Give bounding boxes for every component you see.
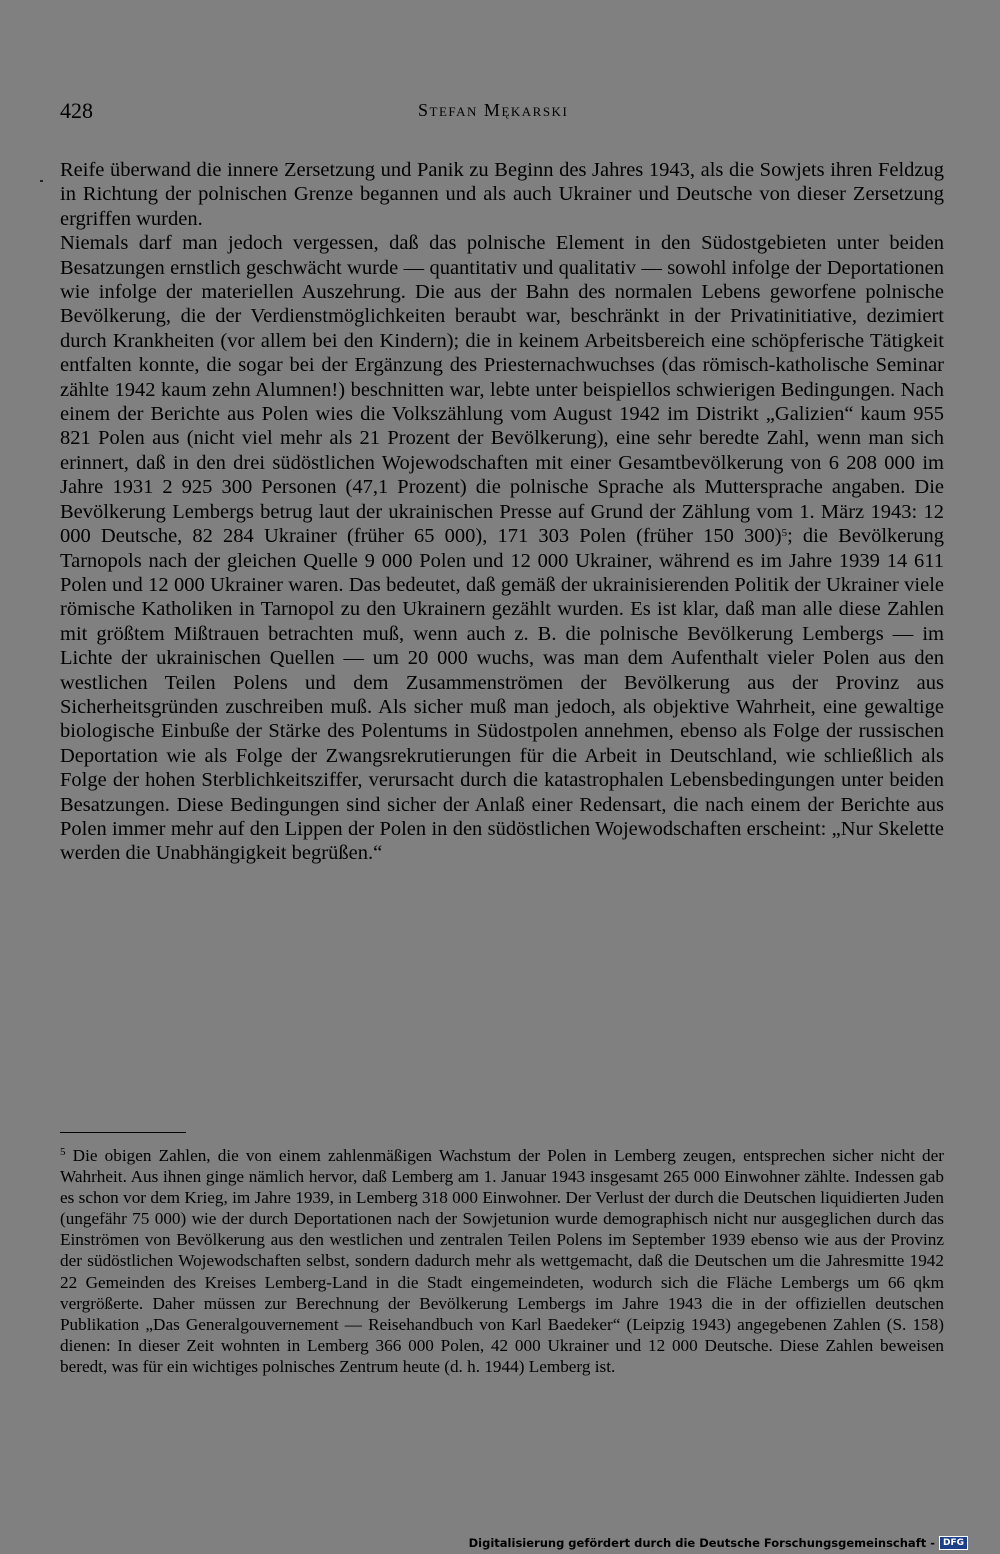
footnote-divider	[60, 1132, 186, 1133]
paragraph-text: ; die Bevölkerung Tarnopols nach der gleichen Quelle 9 000 Polen und 12 000 Ukrainer, während es im Jahre 1939 14 611 Polen und 12 000 Ukrainer waren. Das bedeutet, daß gemäß der ukrainisierenden Politik der Ukrainer viele römische Katholiken in Tarnopol zu den Ukrainern gezählt wurden. Es ist klar, daß man alle diese Zahlen mit größtem Mißtrauen betrachten muß, wenn auch z. B. die polnische Bevölkerung Lembergs — im Lichte der ukrainischen Quellen — um 20 000 wuchs, was man dem Aufenthalt vieler Polen aus den westlichen Teilen Polens und dem Zusammenströmen der Bevölkerung aus der Provinz aus Sicherheitsgründen zuschreiben muß. Als sicher muß man jedoch, als objektive Wahrheit, eine gewaltige biologische Einbuße der Stärke des Polentums in Südostpolen annehmen, ebenso als Folge der russischen Deportation wie als Folge der Zwangsrekrutierungen für die Arbeit in Deutschland, wie schließlich als Folge der hohen Sterblichkeitsziffer, verursacht durch die katastrophalen Lebensbedingungen unter beiden Besatzungen. Diese Bedingungen sind sicher der Anlaß einer Redensart, die nach einem der Berichte aus Polen immer mehr auf den Lippen der Polen in den südöstlichen Wojewodschaften erscheint: „Nur Skelette werden die Unabhängigkeit begrüßen.“	[60, 525, 944, 865]
footnote	[60, 1145, 944, 1377]
paragraph-text: Niemals darf man jedoch vergessen, daß das polnische Element in den Südostgebieten unter beiden Besatzungen ernstlich geschwächt wurde — quantitativ und qualitativ — sowohl infolge der Deportationen wie infolge der materiellen Auszehrung. Die aus der Bahn des normalen Lebens geworfene polnische Bevölkerung, die der Verdienstmöglichkeiten beraubt war, beschränkt in der Privatinitiative, dezimiert durch Krankheiten (vor allem bei den Kindern); die in keinem Arbeitsbereich eine schöpferische Tätigkeit entfalten konnte, die sogar bei der Ergänzung des Priesternachwuchses (das römisch-katholische Seminar zählte 1942 kaum zehn Alumnen!) beschnitten war, lebte unter beispiellos schwierigen Bedingungen. Nach einem der Berichte aus Polen wies die Volkszählung vom August 1942 im Distrikt „Galizien“ kaum 955 821 Polen aus (nicht viel mehr als 21 Prozent der Bevölkerung), eine sehr beredte Zahl, wenn man sich erinnert, daß in den drei südöstlichen Wojewodschaften mit einer Gesamtbevölkerung von 6 208 000 im Jahre 1931 2 925 300 Personen (47,1 Prozent) die polnische Sprache als Muttersprache angaben. Die Bevölkerung Lembergs betrug laut der ukrainischen Presse auf Grund der Zählung vom 1. März 1943: 12 000 Deutsche, 82 284 Ukrainer (früher 65 000), 171 303 Polen (früher 150 300)	[60, 232, 944, 548]
footnote-text: Die obigen Zahlen, die von einem zahlenmäßigen Wachstum der Polen in Lemberg zeugen, entsprechen sicher nicht der Wahrheit. Aus ihnen ginge nämlich hervor, daß Lemberg am 1. Januar 1943 insgesamt 265 000 Einwohner zählte. Indessen gab es schon vor dem Krieg, im Jahre 1939, in Lemberg 318 000 Einwohner. Der Verlust der durch die Deutschen liquidierten Juden (ungefähr 75 000) wie der durch Deportationen nach der Sowjetunion wurde demographisch nicht nur ausgeglichen durch das Einströmen von Bevölkerung aus den westlichen und zentralen Teilen Polens im September 1939 ebenso wie aus der Provinz der südöstlichen Wojewodschaften selbst, sondern dadurch mehr als wettgemacht, daß die Deutschen um die Jahresmitte 1942 22 Gemeinden des Kreises Lemberg-Land in die Stadt eingemeindeten, wodurch sich die Fläche Lembergs um 66 qkm vergrößerte. Daher müssen zur Berechnung der Bevölkerung Lembergs im Jahre 1943 die in der offiziellen deutschen Publikation „Das Generalgouvernement — Reisehandbuch von Karl Baedeker“ (Leipzig 1943) angegebenen Zahlen (S. 158) dienen: In dieser Zeit wohnten in Lemberg 366 000 Polen, 42 000 Ukrainer und 12 000 Deutsche. Diese Zahlen beweisen beredt, was für ein wichtiges polnisches Zentrum heute (d. h. 1944) Lemberg ist.	[60, 1146, 944, 1376]
margin-mark	[40, 180, 43, 182]
credit-text: Digitalisierung gefördert durch die Deutsche Forschungsgemeinschaft -	[468, 1536, 935, 1550]
paragraph: Reife überwand die innere Zersetzung und Panik zu Beginn des Jahres 1943, als die Sowjets ihren Feldzug in Richtung der polnischen Grenze begannen und als auch Ukrainer und Deutsche von dieser Zersetzung ergriffen wurden.	[60, 159, 944, 230]
digitization-credit	[469, 1536, 968, 1550]
running-head: Stefan Mękarski	[418, 100, 569, 120]
page-number: 428	[60, 98, 93, 123]
paragraph	[60, 231, 944, 866]
footnote-paragraph	[60, 1145, 944, 1377]
footnote-mark: 5	[60, 1146, 66, 1158]
main-text	[60, 158, 944, 866]
dfg-logo-icon[interactable]: DFG	[939, 1536, 968, 1550]
footnote-reference[interactable]: 5	[781, 527, 788, 540]
